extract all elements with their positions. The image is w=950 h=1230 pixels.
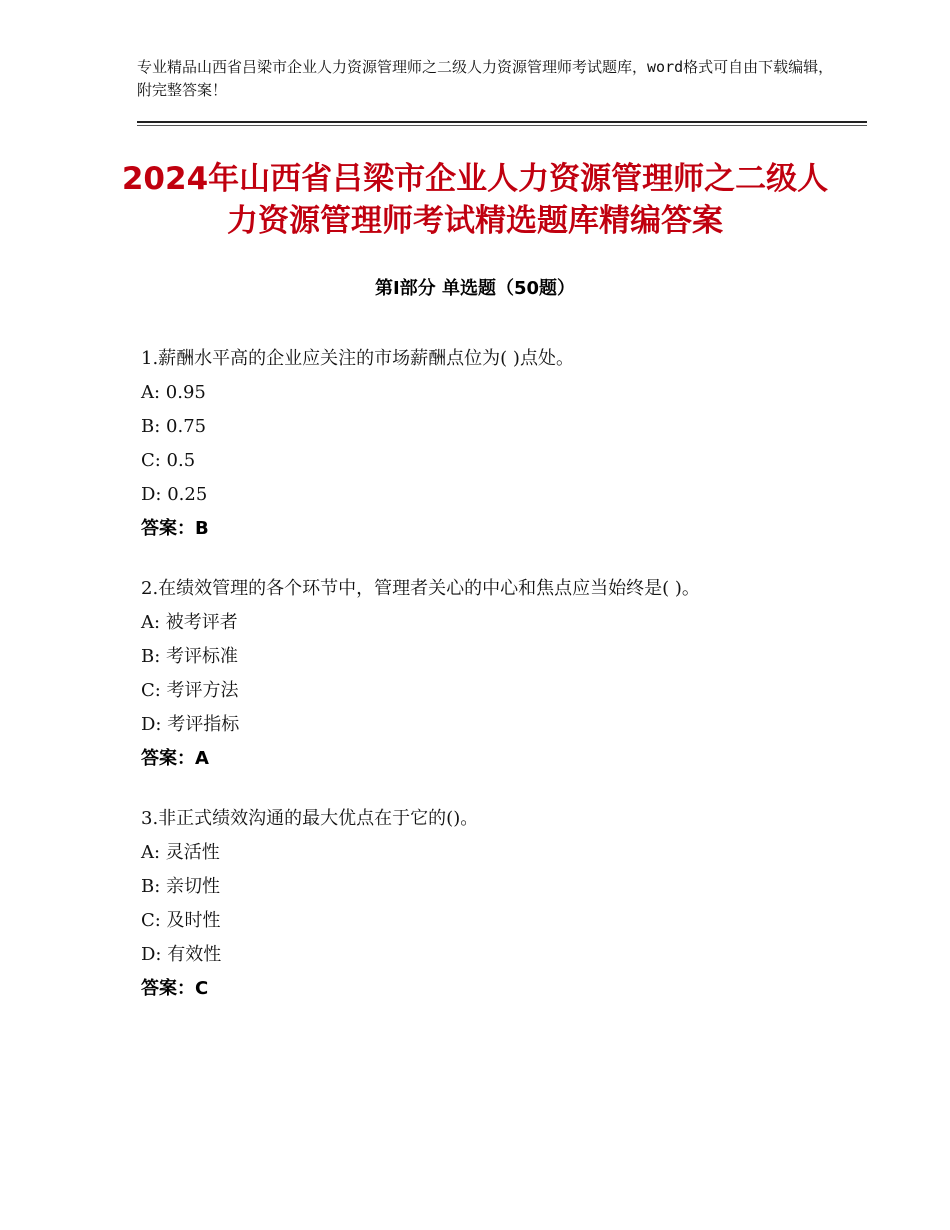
question-list xyxy=(141,342,821,1032)
question-3 xyxy=(141,802,821,1006)
question-stem: 3.非正式绩效沟通的最大优点在于它的()。 xyxy=(141,808,479,829)
option-a: A: 被考评者 xyxy=(141,612,238,633)
option-c: C: 及时性 xyxy=(141,910,221,931)
option-b: B: 考评标准 xyxy=(141,646,239,667)
option-a: A: 0.95 xyxy=(141,382,206,403)
answer: 答案：B xyxy=(141,518,209,539)
option-a: A: 灵活性 xyxy=(141,842,220,863)
answer: 答案：A xyxy=(141,748,209,769)
header-divider-thick xyxy=(137,121,867,123)
section-heading: 第Ⅰ部分 单选题（50题） xyxy=(374,278,575,299)
option-d: D: 0.25 xyxy=(141,484,208,505)
option-d: D: 有效性 xyxy=(141,944,222,965)
header-divider-thin xyxy=(137,125,867,126)
answer: 答案：C xyxy=(141,978,209,999)
question-2 xyxy=(141,572,821,776)
option-b: B: 0.75 xyxy=(141,416,207,437)
question-1 xyxy=(141,342,821,546)
question-stem: 2.在绩效管理的各个环节中，管理者关心的中心和焦点应当始终是( )。 xyxy=(141,578,700,599)
option-b: B: 亲切性 xyxy=(141,876,221,897)
header-note: 专业精品山西省吕梁市企业人力资源管理师之二级人力资源管理师考试题库，word格式可自由下载编辑，附完整答案！ xyxy=(137,58,834,99)
question-stem: 1.薪酬水平高的企业应关注的市场薪酬点位为( )点处。 xyxy=(141,348,574,369)
document-title: 2024年山西省吕梁市企业人力资源管理师之二级人力资源管理师考试精选题库精编答案 xyxy=(121,161,829,239)
option-c: C: 考评方法 xyxy=(141,680,239,701)
option-c: C: 0.5 xyxy=(141,450,196,471)
option-d: D: 考评指标 xyxy=(141,714,240,735)
